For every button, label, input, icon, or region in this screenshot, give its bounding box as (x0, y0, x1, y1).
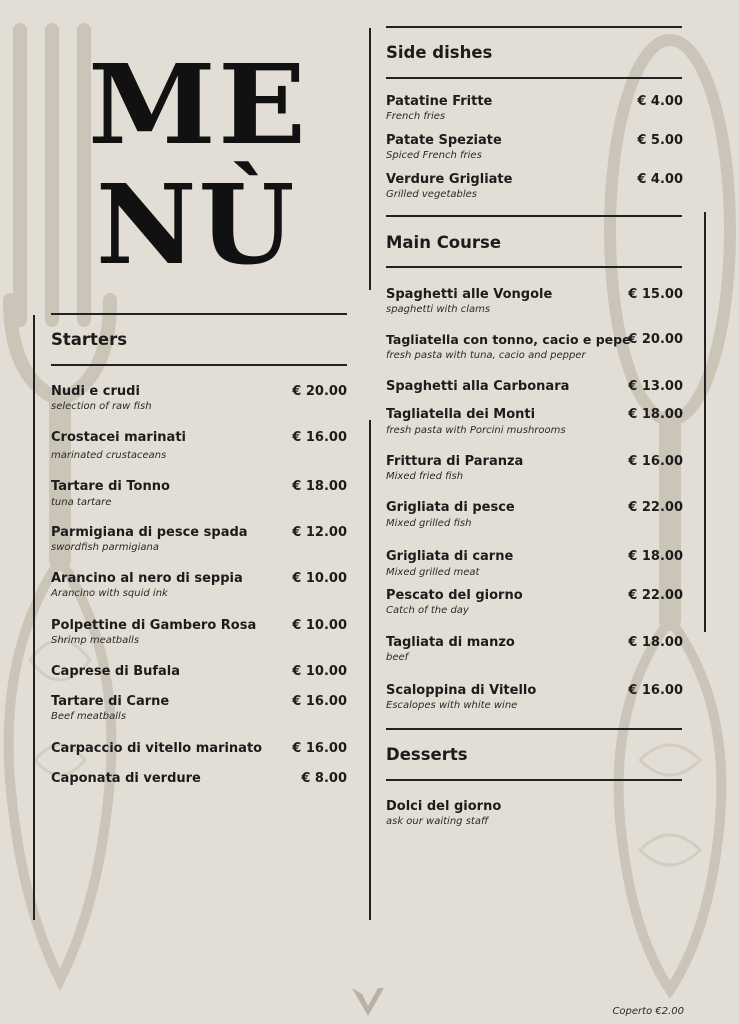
item-name: Carpaccio di vitello marinato (51, 741, 263, 756)
cover-charge-note: Coperto €2.00 (612, 1006, 684, 1017)
item-price: € 10.00 (292, 664, 347, 679)
main-course-bottom-rule (386, 266, 682, 268)
item-description: ask our waiting staff (386, 816, 489, 827)
list-item (386, 93, 492, 124)
desserts-title: Desserts (386, 745, 468, 764)
item-price: € 22.00 (628, 588, 683, 603)
item-name: Caponata di verdure (51, 771, 201, 786)
item-price: € 5.00 (637, 133, 683, 148)
item-name: Tartare di Carne (51, 694, 170, 709)
item-price: € 16.00 (628, 454, 683, 469)
item-description: marinated crustaceans (51, 450, 167, 461)
item-price: € 20.00 (292, 384, 347, 399)
list-item (51, 478, 170, 510)
item-description: Spiced French fries (386, 150, 482, 161)
starters-title: Starters (51, 330, 128, 349)
item-description: Catch of the day (386, 605, 469, 616)
item-name: Polpettine di Gambero Rosa (51, 618, 257, 633)
main-course-top-rule (386, 215, 682, 217)
item-description: Beef meatballs (51, 711, 127, 722)
list-item (51, 740, 262, 757)
item-name: Spaghetti alla Carbonara (386, 379, 570, 394)
item-description: Escalopes with white wine (386, 700, 518, 711)
left-border-line (33, 315, 35, 920)
menu-logo-line2: NÙ (96, 160, 297, 289)
item-name: Dolci del giorno (386, 799, 502, 814)
desserts-bottom-rule (386, 779, 682, 781)
item-name: Tagliatella con tonno, cacio e pepe (386, 332, 631, 347)
list-item (51, 663, 180, 680)
item-price: € 18.00 (292, 479, 347, 494)
list-item (51, 383, 152, 414)
list-item (386, 499, 515, 531)
list-item (51, 617, 256, 648)
item-name: Nudi e crudi (51, 384, 140, 399)
item-price: € 20.00 (628, 332, 683, 347)
item-description: Mixed grilled meat (386, 567, 480, 578)
item-description: selection of raw fish (51, 401, 152, 412)
item-description: spaghetti with clams (386, 304, 491, 315)
item-name: Spaghetti alle Vongole (386, 287, 553, 302)
item-description: tuna tartare (51, 497, 112, 508)
list-item (386, 682, 536, 713)
item-name: Caprese di Bufala (51, 664, 181, 679)
item-description: beef (386, 652, 409, 663)
list-item (386, 331, 631, 363)
list-item (386, 634, 515, 665)
menu-logo-line1: ME (88, 40, 309, 169)
item-name: Grigliata di carne (386, 549, 514, 564)
item-price: € 16.00 (292, 430, 347, 445)
list-item (386, 798, 501, 829)
item-price: € 4.00 (637, 94, 683, 109)
list-item (386, 171, 512, 202)
item-description: Mixed fried fish (386, 471, 464, 482)
starters-top-rule (51, 313, 347, 315)
list-item (386, 132, 502, 163)
list-item (386, 587, 523, 618)
item-price: € 16.00 (292, 741, 347, 756)
list-item (51, 570, 243, 601)
list-item (51, 770, 201, 787)
item-price: € 10.00 (292, 571, 347, 586)
item-price: € 18.00 (628, 635, 683, 650)
right-border-line (704, 212, 706, 632)
side-dishes-top-rule (386, 26, 682, 28)
item-name: Pescato del giorno (386, 588, 523, 603)
item-description: Grilled vegetables (386, 189, 477, 200)
item-name: Scaloppina di Vitello (386, 683, 537, 698)
item-description: French fries (386, 111, 446, 122)
side-dishes-title: Side dishes (386, 43, 493, 62)
item-name: Tartare di Tonno (51, 479, 170, 494)
item-name: Parmigiana di pesce spada (51, 525, 248, 540)
item-name: Arancino al nero di seppia (51, 571, 243, 586)
item-description: Arancino with squid ink (51, 588, 168, 599)
item-description: swordfish parmigiana (51, 542, 159, 553)
list-item (51, 429, 186, 463)
item-description: Shrimp meatballs (51, 635, 140, 646)
item-description: fresh pasta with Porcini mushrooms (386, 425, 566, 436)
item-price: € 4.00 (637, 172, 683, 187)
item-name: Crostacei marinati (51, 430, 186, 445)
item-price: € 18.00 (628, 549, 683, 564)
list-item (51, 693, 169, 724)
item-price: € 15.00 (628, 287, 683, 302)
item-price: € 16.00 (628, 683, 683, 698)
item-description: Mixed grilled fish (386, 518, 472, 529)
item-name: Tagliata di manzo (386, 635, 515, 650)
item-name: Verdure Grigliate (386, 172, 513, 187)
item-name: Grigliata di pesce (386, 500, 515, 515)
main-course-title: Main Course (386, 233, 502, 252)
list-item (386, 406, 566, 438)
item-price: € 12.00 (292, 525, 347, 540)
item-name: Frittura di Paranza (386, 454, 524, 469)
list-item (386, 378, 569, 395)
starters-bottom-rule (51, 364, 347, 366)
brand-mark-icon (350, 986, 386, 1018)
side-dishes-bottom-rule (386, 77, 682, 79)
item-name: Patatine Fritte (386, 94, 493, 109)
list-item (51, 524, 248, 555)
item-name: Patate Speziate (386, 133, 502, 148)
center-divider-top (369, 28, 371, 290)
item-price: € 10.00 (292, 618, 347, 633)
list-item (386, 548, 513, 580)
item-price: € 16.00 (292, 694, 347, 709)
item-description: fresh pasta with tuna, cacio and pepper (386, 350, 586, 361)
desserts-top-rule (386, 728, 682, 730)
center-divider-bottom (369, 420, 371, 920)
item-price: € 13.00 (628, 379, 683, 394)
list-item (386, 453, 523, 484)
item-price: € 8.00 (301, 771, 347, 786)
item-name: Tagliatella dei Monti (386, 407, 536, 422)
item-price: € 18.00 (628, 407, 683, 422)
item-price: € 22.00 (628, 500, 683, 515)
list-item (386, 286, 552, 317)
